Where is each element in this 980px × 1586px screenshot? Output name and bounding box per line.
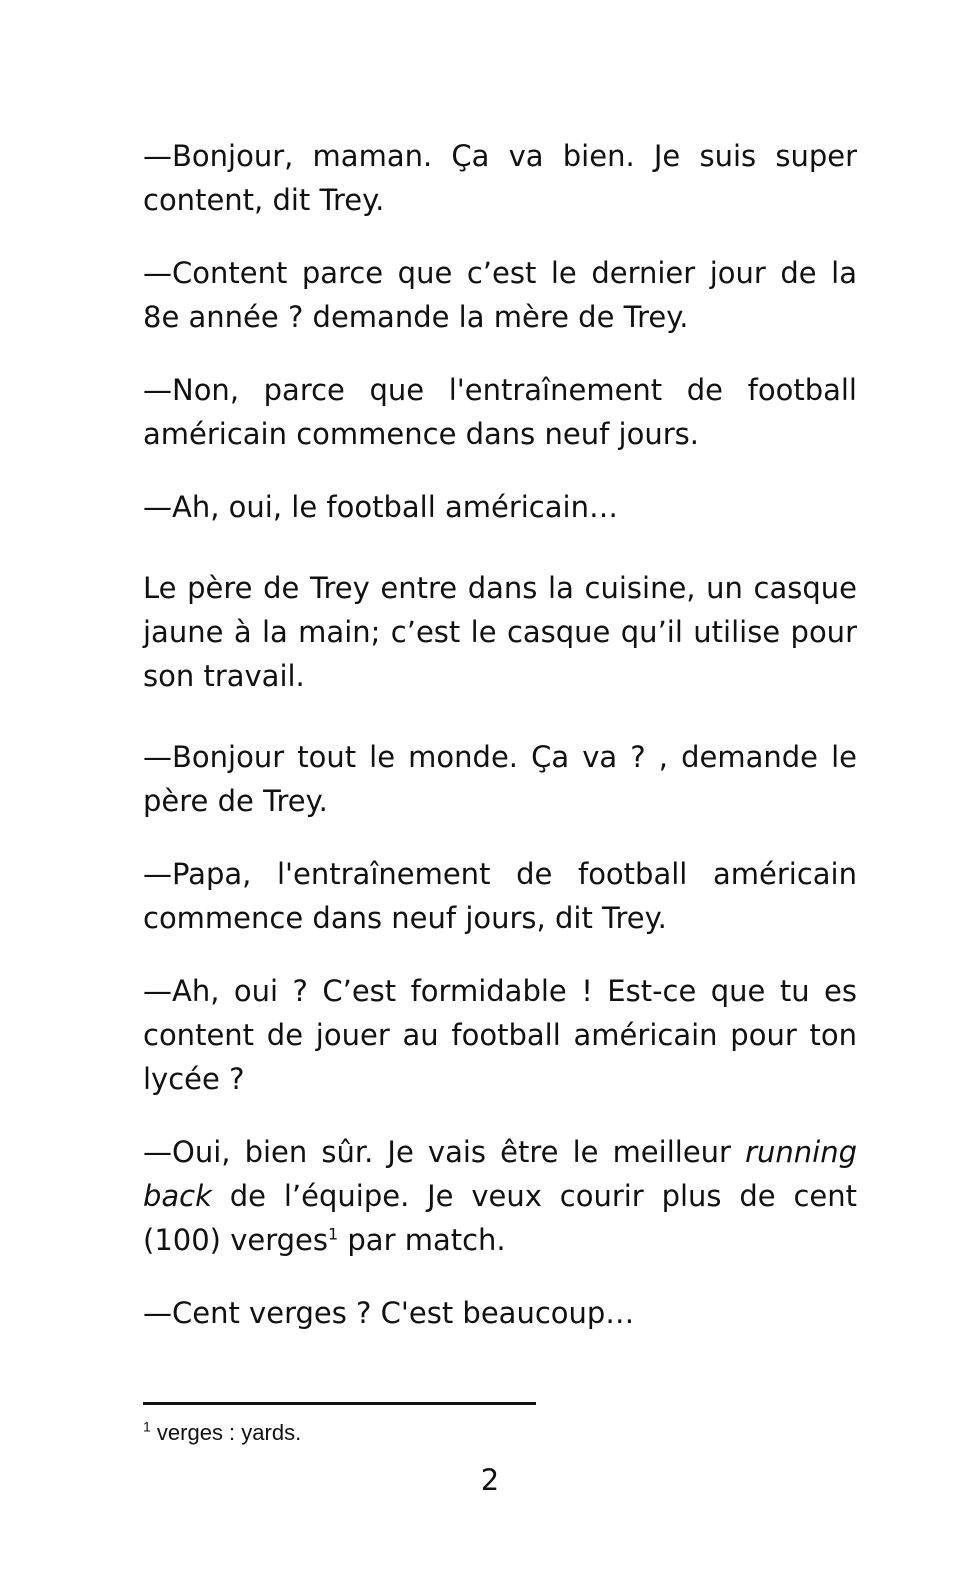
paragraph-6: —Bonjour tout le monde. Ça va ? , demande le père de Trey. xyxy=(143,740,857,818)
paragraph-10: —Cent verges ? C'est beaucoup… xyxy=(143,1296,635,1330)
paragraph-9-pre: —Oui, bien sûr. Je vais être le meilleur xyxy=(143,1135,746,1169)
paragraph-3: —Non, parce que l'entraînement de football américain commence dans neuf jours. xyxy=(143,373,857,451)
paragraph-8: —Ah, oui ? C’est formidable ! Est-ce que tu es content de jouer au football américain pour ton lycée ? xyxy=(143,974,857,1096)
paragraph-9 xyxy=(143,1130,857,1262)
paragraph-4: —Ah, oui, le football américain… xyxy=(143,490,618,524)
footnote-mark: 1 xyxy=(143,1418,151,1435)
page-number: 2 xyxy=(480,1463,500,1497)
paragraph-1: —Bonjour, maman. Ça va bien. Je suis super content, dit Trey. xyxy=(143,139,857,217)
page-body xyxy=(143,134,857,1335)
footnote-separator xyxy=(143,1402,536,1405)
footnote-text: verges : yards. xyxy=(150,1420,302,1445)
paragraph-9-mid: de l’équipe. Je veux courir plus de cent (100) verges xyxy=(143,1179,857,1257)
footnote xyxy=(143,1418,301,1448)
paragraph-9-post: par match. xyxy=(338,1223,506,1257)
paragraph-5: Le père de Trey entre dans la cuisine, un casque jaune à la main; c’est le casque qu’il utilise pour son travail. xyxy=(143,571,857,693)
footnote-reference[interactable]: 1 xyxy=(327,1224,339,1244)
paragraph-9-italic: running back xyxy=(143,1135,857,1213)
paragraph-2: —Content parce que c’est le dernier jour de la 8e année ? demande la mère de Trey. xyxy=(143,256,857,334)
paragraph-7: —Papa, l'entraînement de football américain commence dans neuf jours, dit Trey. xyxy=(143,857,857,935)
